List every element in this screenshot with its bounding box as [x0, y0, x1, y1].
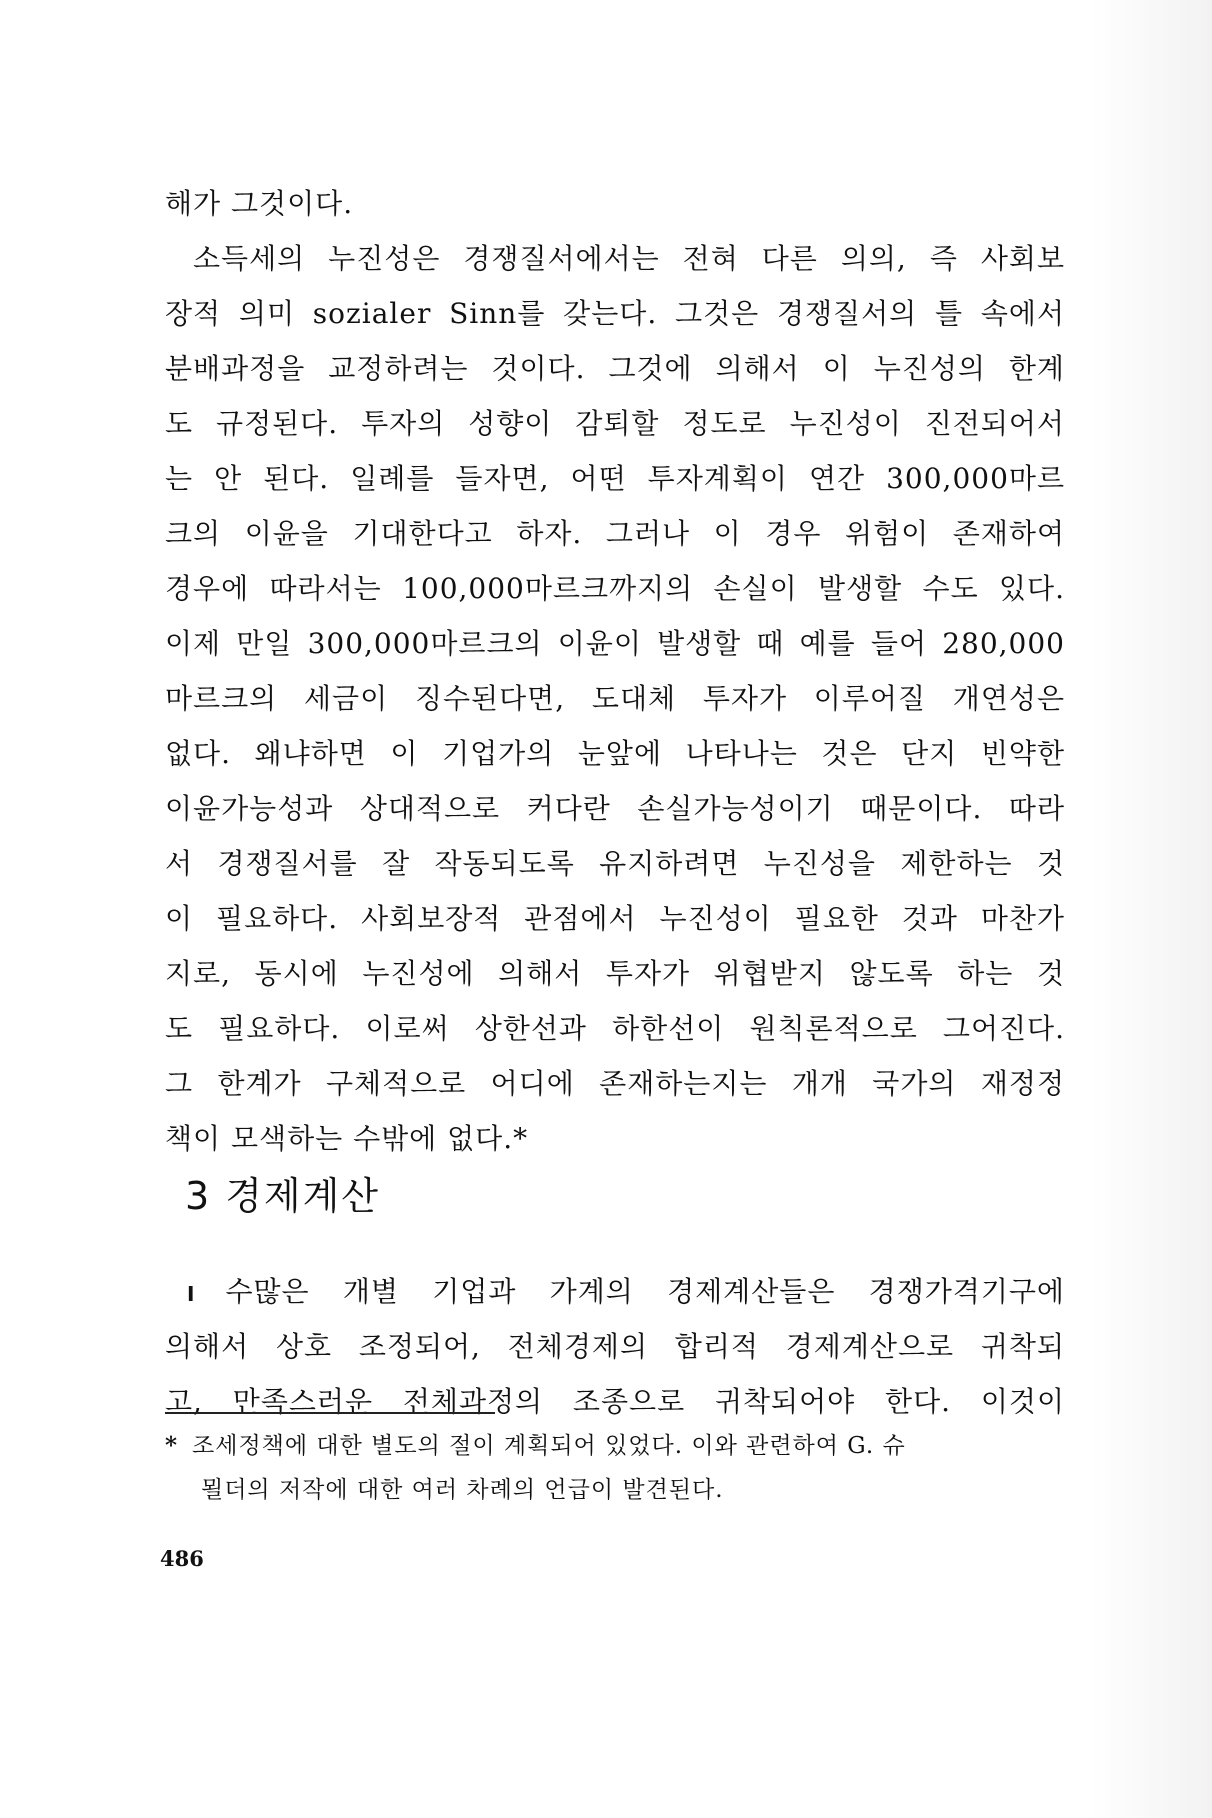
footnote-marker: *	[165, 1432, 179, 1459]
body-line: 그 한계가 구체적으로 어디에 존재하는지는 개개 국가의 재정정	[165, 1067, 1065, 1100]
page-edge-shadow	[1090, 0, 1212, 1818]
page-number: 486	[160, 1546, 204, 1571]
body-line: 도 필요하다. 이로써 상한선과 하한선이 원칙론적으로 그어진다.	[165, 1012, 1065, 1045]
body-line: 서 경쟁질서를 잘 작동되도록 유지하려면 누진성을 제한하는 것	[165, 847, 1065, 880]
section-number: 3	[185, 1174, 212, 1218]
body-line: 경우에 따라서는 100,000마르크까지의 손실이 발생할 수도 있다.	[165, 572, 1065, 605]
footnote-divider	[165, 1412, 495, 1414]
body-line: 장적 의미 sozialer Sinn를 갖는다. 그것은 경쟁질서의 틀 속에서	[165, 297, 1065, 330]
paragraph-number: I	[187, 1282, 196, 1306]
section-line: 의해서 상호 조정되어, 전체경제의 합리적 경제계산으로 귀착되	[165, 1330, 1065, 1363]
body-line: 이제 만일 300,000마르크의 이윤이 발생할 때 예를 들어 280,000	[165, 627, 1065, 660]
body-line: 소득세의 누진성은 경쟁질서에서는 전혀 다른 의의, 즉 사회보	[193, 242, 1065, 275]
body-line: 도 규정된다. 투자의 성향이 감퇴할 정도로 누진성이 진전되어서	[165, 407, 1065, 440]
body-line: 크의 이윤을 기대한다고 하자. 그러나 이 경우 위험이 존재하여	[165, 517, 1065, 550]
body-line: 마르크의 세금이 징수된다면, 도대체 투자가 이루어질 개연성은	[165, 682, 1065, 715]
section-line-text: 수많은 개별 기업과 가계의 경제계산들은 경쟁가격기구에	[225, 1275, 1065, 1308]
footnote-text: 조세정책에 대한 별도의 절이 계획되어 있었다. 이와 관련하여 G. 슈	[192, 1433, 906, 1459]
footnote	[165, 1424, 1065, 1512]
footnote-line: 묄더의 저작에 대한 여러 차례의 언급이 발견된다.	[201, 1477, 724, 1503]
body-line: 없다. 왜냐하면 이 기업가의 눈앞에 나타나는 것은 단지 빈약한	[165, 737, 1065, 770]
section-heading	[185, 1170, 380, 1222]
section-title: 경제계산	[225, 1174, 381, 1218]
body-line: 분배과정을 교정하려는 것이다. 그것에 의해서 이 누진성의 한계	[165, 352, 1065, 385]
body-text	[165, 176, 1065, 1166]
footnote-line	[165, 1424, 1065, 1468]
body-line: 이 필요하다. 사회보장적 관점에서 누진성이 필요한 것과 마찬가	[165, 902, 1065, 935]
body-line: 는 안 된다. 일례를 들자면, 어떤 투자계획이 연간 300,000마르	[165, 462, 1065, 495]
section-line	[165, 1264, 1065, 1319]
section-line: 고, 만족스러운 전체과정의 조종으로 귀착되어야 한다. 이것이	[165, 1385, 1065, 1418]
body-line: 지로, 동시에 누진성에 의해서 투자가 위협받지 않도록 하는 것	[165, 957, 1065, 990]
body-line: 해가 그것이다.	[165, 187, 354, 220]
body-line: 이윤가능성과 상대적으로 커다란 손실가능성이기 때문이다. 따라	[165, 792, 1065, 825]
body-line: 책이 모색하는 수밖에 없다.*	[165, 1122, 529, 1155]
section-paragraph	[165, 1264, 1065, 1429]
